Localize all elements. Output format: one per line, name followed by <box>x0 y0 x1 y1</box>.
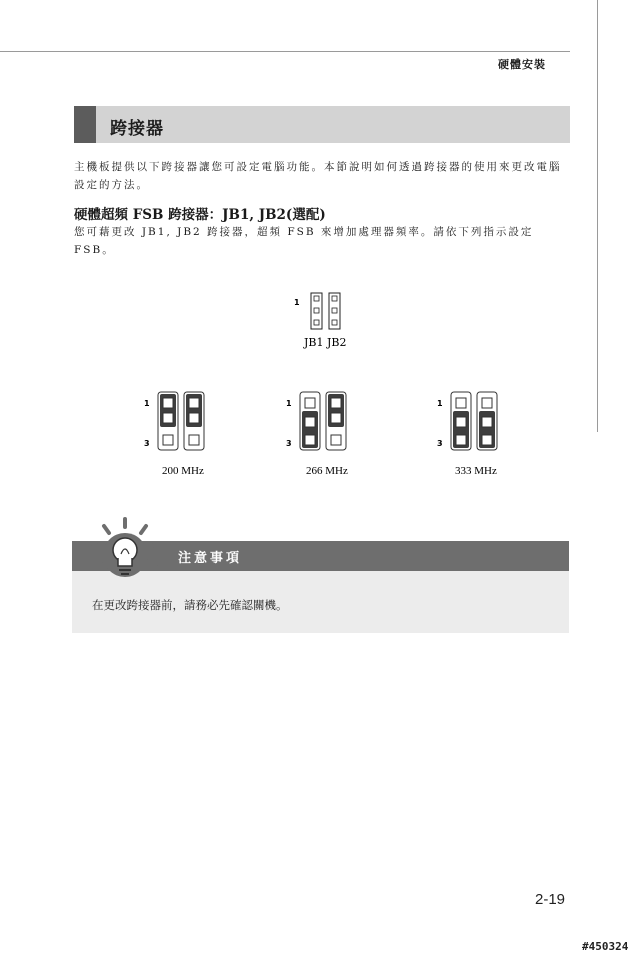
document-id: #450324 <box>582 940 629 953</box>
overview-pin1-label: 1 <box>294 298 300 307</box>
page-number: 2-19 <box>535 891 566 908</box>
fsb-heading: 硬體超頻 FSB 跨接器：JB1, JB2(選配) <box>74 207 326 223</box>
setting-pin3-label: 3 <box>144 439 150 448</box>
setting-pin1-label: 1 <box>437 399 443 408</box>
jb1-jumper <box>451 392 471 450</box>
lightbulb-icon <box>88 516 162 590</box>
note-text: 在更改跨接器前，請務必先確認關機。 <box>92 598 288 612</box>
jb1-jumper <box>158 392 178 450</box>
frequency-label: 266 MHz <box>306 465 348 477</box>
jb1-jumper <box>300 392 320 450</box>
jb2-jumper <box>184 392 204 450</box>
jb2-jumper <box>477 392 497 450</box>
fsb-description: 您可藉更改 JB1, JB2 跨接器，超頻 FSB 來增加處理器頻率。請依下列指示設定 FSB。 <box>74 226 534 256</box>
jb1-header <box>311 293 322 329</box>
side-rule <box>597 0 598 432</box>
overview-connector-label: JB1 JB2 <box>304 336 347 349</box>
fsb-setting-266 <box>282 390 382 482</box>
header-rule <box>0 51 570 52</box>
chapter-title: 硬體安裝 <box>498 58 546 71</box>
setting-pin3-label: 3 <box>437 439 443 448</box>
jb2-header <box>329 293 340 329</box>
fsb-setting-333 <box>433 390 533 482</box>
frequency-label: 333 MHz <box>455 465 497 477</box>
fsb-setting-200 <box>140 390 240 482</box>
section-title-marker <box>74 106 96 143</box>
intro-paragraph: 主機板提供以下跨接器讓您可設定電腦功能。本節說明如何透過跨接器的使用來更改電腦設定的方法。 <box>74 161 562 191</box>
jb2-jumper <box>326 392 346 450</box>
setting-pin3-label: 3 <box>286 439 292 448</box>
frequency-label: 200 MHz <box>162 465 204 477</box>
setting-pin1-label: 1 <box>286 399 292 408</box>
setting-pin1-label: 1 <box>144 399 150 408</box>
section-title: 跨接器 <box>110 119 164 139</box>
jumper-overview-diagram <box>290 288 360 350</box>
note-title: 注意事項 <box>178 551 243 566</box>
